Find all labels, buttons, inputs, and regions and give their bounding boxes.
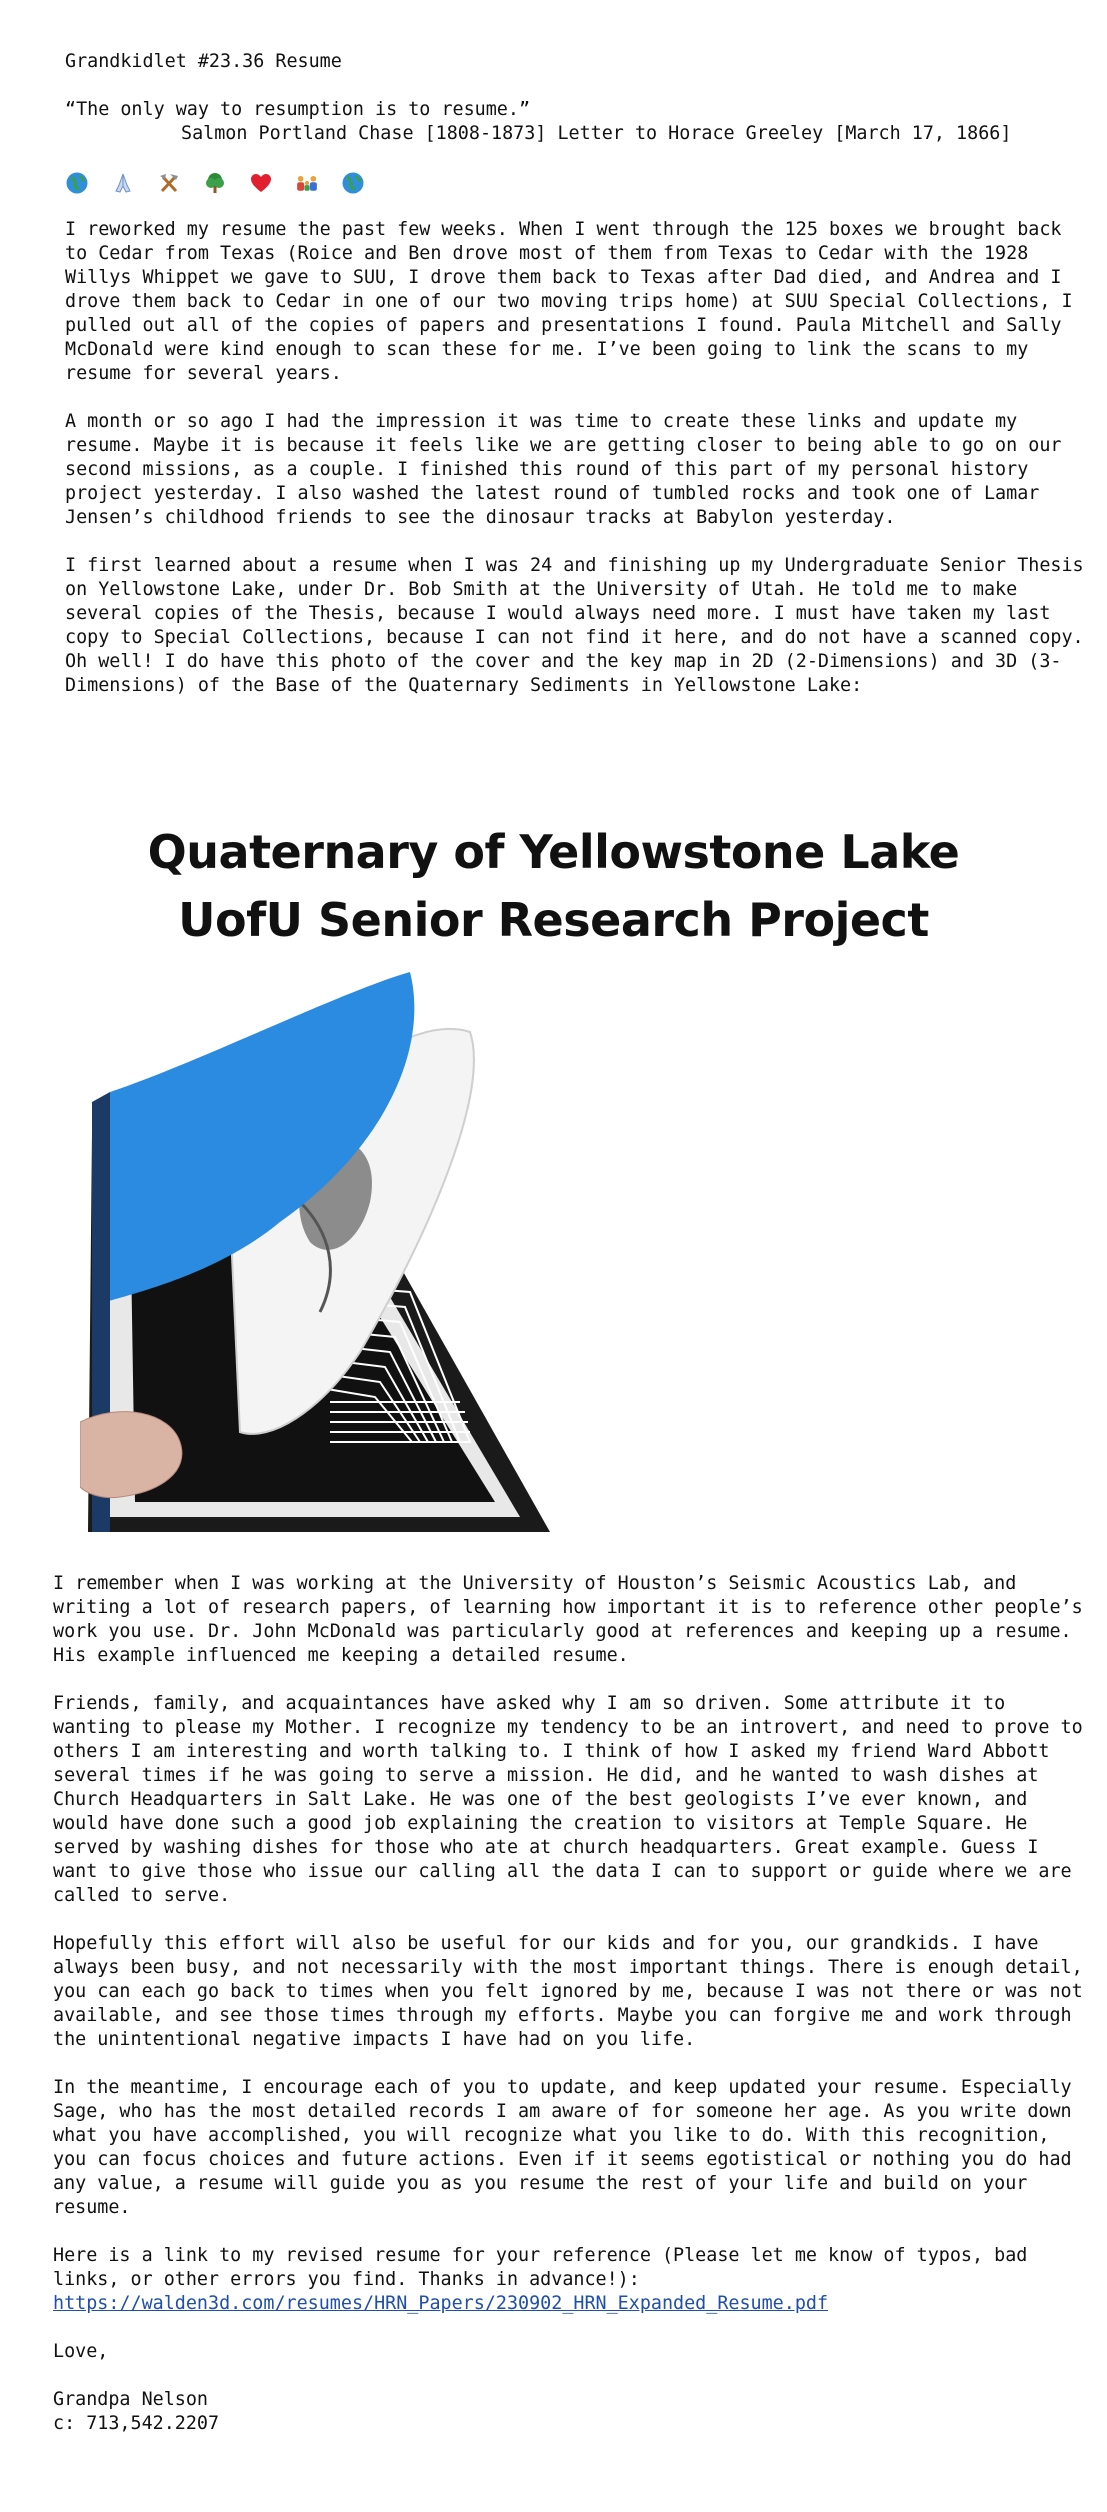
signature-name: Grandpa Nelson bbox=[53, 2389, 209, 2410]
letter-top-section bbox=[65, 50, 1095, 698]
paragraph: A month or so ago I had the impression it was time to create these links and update my resume. Maybe it is because it feels like we are getting closer to being able to go on our second missions, as a couple. I finished this round of this part of my personal history project yesterday. I also washed the latest round of tumbled rocks and took one of Lamar Jensen’s childhood friends to see the dinosaur tracks at Babylon yesterday. bbox=[65, 411, 1073, 528]
family-icon bbox=[295, 171, 319, 195]
letter-bottom-section bbox=[53, 1572, 1094, 2436]
paragraph: I first learned about a resume when I was 24 and finishing up my Undergraduate Senior Thesis on Yellowstone Lake, under Dr. Bob Smith at the University of Utah. He told me to make several copies of the Thesis, because I would always need more. I must have taken my last copy to Special Collections, because I can not find it here, and do not have a scanned copy. Oh well! I do have this photo of the cover and the key map in 2D (2-Dimensions) and 3D (3-Dimensions) of the Base of the Quaternary Sediments in Yellowstone Lake: bbox=[65, 555, 1095, 696]
salutation: Love, bbox=[53, 2341, 109, 2362]
paragraph: In the meantime, I encourage each of you to update, and keep updated your resume. Especially Sage, who has the most detailed records I am aware of for someone her age. As you write down what you have accomplished, you will recognize what you like to do. With this recognition, you can focus choices and future actions. Even if it seems egotistical or nothing you do had any value, a resume will guide you as you resume the rest of your life and build on your resume. bbox=[53, 2077, 1083, 2218]
figure-title-line1: Quaternary of Yellowstone Lake bbox=[147, 825, 960, 879]
phone-number: c: 713,542.2207 bbox=[53, 2413, 220, 2434]
globe-icon bbox=[65, 171, 89, 195]
post-title: Grandkidlet #23.36 Resume bbox=[65, 51, 342, 72]
hammer-pick-icon bbox=[157, 171, 181, 195]
thesis-cover-photo bbox=[80, 972, 560, 1532]
quote-text: “The only way to resumption is to resume.” bbox=[65, 99, 531, 120]
thesis-figure bbox=[0, 822, 1107, 1542]
paragraph: Hopefully this effort will also be useful for our kids and for you, our grandkids. I have always been busy, and not necessarily with the most important things. There is enough detail, you can each go back to times when you felt ignored by me, because I was not there or was not available, and see those times through my efforts. Maybe you can forgive me and work through the unintentional negative impacts I have had on you life. bbox=[53, 1933, 1094, 2050]
tree-icon bbox=[203, 171, 227, 195]
quote-attribution: Salmon Portland Chase [1808-1873] Letter to Horace Greeley [March 17, 1866] bbox=[181, 123, 1012, 144]
link-intro-text: Here is a link to my revised resume for your reference (Please let me know of typos, bad links, or other errors you find. Thanks in advance!): bbox=[53, 2245, 1039, 2290]
paragraph: I reworked my resume the past few weeks. When I went through the 125 boxes we brought back to Cedar from Texas (Roice and Ben drove most of them from Texas to Cedar with the 1928 Willys Whippet we gave to SUU, I drove them back to Texas after Dad died, and Andrea and I drove them back to Cedar in one of our two moving trips home) at SUU Special Collections, I pulled out all of the copies of papers and presentations I found. Paula Mitchell and Sally McDonald were kind enough to scan these for me. I’ve been going to link the scans to my resume for several years. bbox=[65, 219, 1084, 384]
emoji-row bbox=[65, 168, 1085, 198]
paragraph: I remember when I was working at the University of Houston’s Seismic Acoustics Lab, and writing a lot of research papers, of learning how important it is to reference other people’s work you use. Dr. John McDonald was particularly good at references and keeping up a resume. His example influenced me keeping a detailed resume. bbox=[53, 1573, 1094, 1666]
globe-icon bbox=[341, 171, 365, 195]
heart-icon bbox=[249, 171, 273, 195]
paragraph: Friends, family, and acquaintances have asked why I am so driven. Some attribute it to wanting to please my Mother. I recognize my tendency to be an introvert, and need to prove to others I am interesting and worth talking to. I think of how I asked my friend Ward Abbott several times if he was going to serve a mission. He did, and he wanted to wash dishes at Church Headquarters in Salt Lake. He was one of the best geologists I’ve ever known, and would have done such a good job explaining the creation to visitors at Temple Square. He served by washing dishes for those who ate at church headquarters. Great example. Guess I want to give those who issue our calling all the data I can to support or guide where we are called to serve. bbox=[53, 1693, 1094, 1906]
praying-hands-icon bbox=[111, 171, 135, 195]
figure-title-line2: UofU Senior Research Project bbox=[178, 893, 929, 947]
resume-link[interactable]: https://walden3d.com/resumes/HRN_Papers/230902_HRN_Expanded_Resume.pdf bbox=[53, 2293, 829, 2314]
